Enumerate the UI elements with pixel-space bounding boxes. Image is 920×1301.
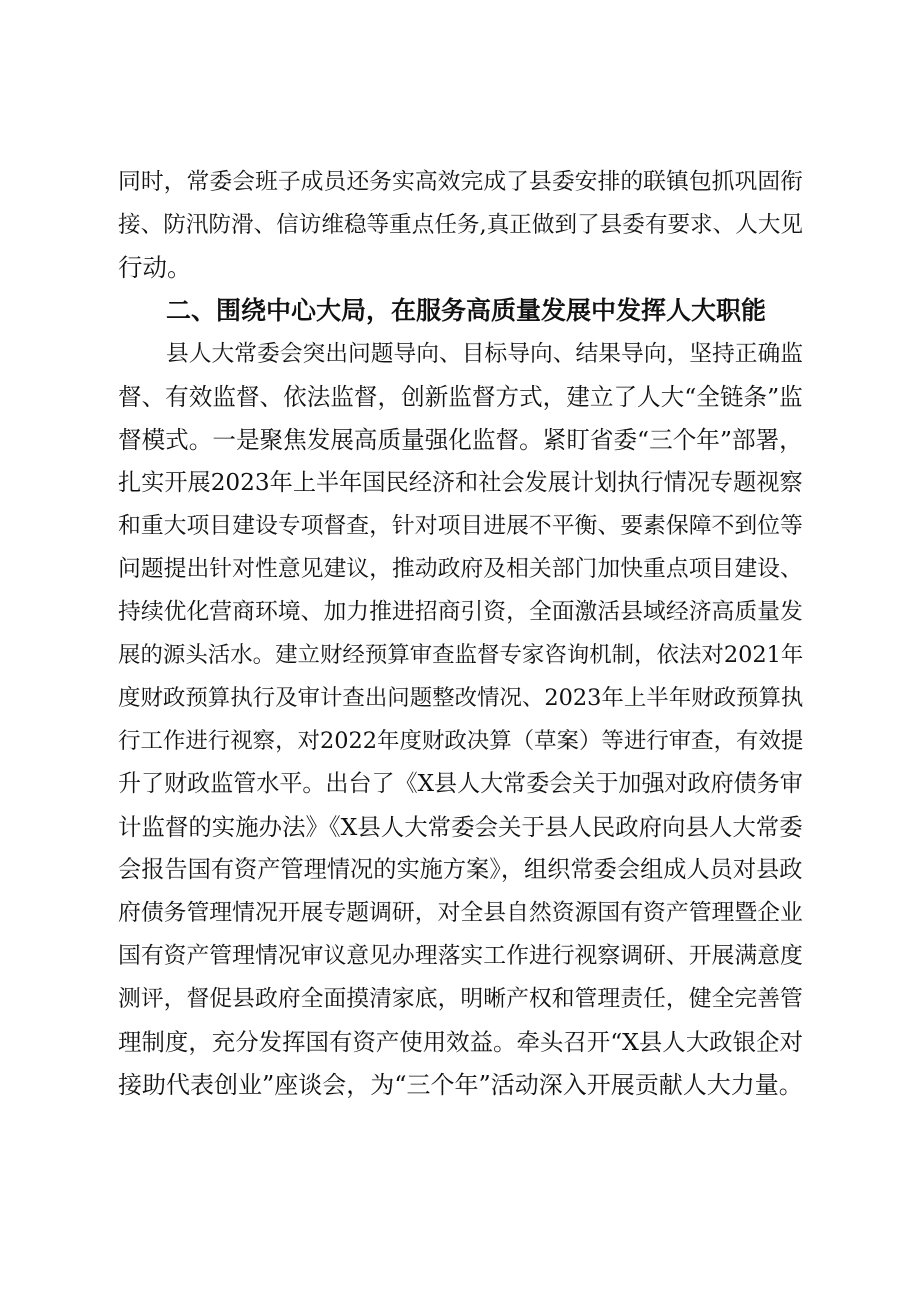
text-line: 理制度，充分发挥国有资产使用效益。牵头召开“X县人大政银企对 [118,1028,803,1056]
text-line: 督、有效监督、依法监督，创新监督方式，建立了人大“全链条”监 [118,383,803,411]
text-line: 接、防汛防滑、信访维稳等重点任务,真正做到了县委有要求、人大见 [118,212,803,238]
text-line: 持续优化营商环境、加力推进招商引资，全面激活县域经济高质量发 [118,599,803,625]
text-line: 国有资产管理情况审议意见办理落实工作进行视察调研、开展满意度 [118,943,803,969]
text-line: 会报告国有资产管理情况的实施方案》，组织常委会组成人员对县政 [118,856,803,883]
text-line: 计监督的实施办法》《X县人大常委会关于县人民政府向县人大常委 [118,813,803,841]
text-line: 测评，督促县政府全面摸清家底，明晰产权和管理责任，健全完善管 [118,986,803,1012]
text-line: 展的源头活水。建立财经预算审查监督专家咨询机制，依法对2021年 [118,642,804,668]
section-heading: 二、围绕中心大局，在服务高质量发展中发挥人大职能 [166,296,767,325]
text-line: 扎实开展2023年上半年国民经济和社会发展计划执行情况专题视察 [118,469,803,496]
text-line: 行工作进行视察，对2022年度财政决算（草案）等进行审查，有效提 [118,728,804,754]
text-line: 升了财政监管水平。出台了《X县人大常委会关于加强对政府债务审 [118,771,803,797]
paragraph-first-line: 县人大常委会突出问题导向、目标导向、结果导向，坚持正确监 [166,341,803,367]
text-line: 度财政预算执行及审计查出问题整改情况、2023年上半年财政预算执 [118,685,804,711]
text-line: 行动。 [118,253,192,282]
text-line: 府债务管理情况开展专题调研，对全县自然资源国有资产管理暨企业 [118,900,803,926]
text-line: 接助代表创业”座谈会，为“三个年”活动深入开展贡献人大力量。 [118,1071,803,1099]
text-line: 和重大项目建设专项督查，针对项目进展不平衡、要素保障不到位等 [118,513,803,539]
text-line: 同时，常委会班子成员还务实高效完成了县委安排的联镇包抓巩固衔 [118,169,803,195]
text-line: 督模式。一是聚焦发展高质量强化监督。紧盯省委“三个年”部署， [118,426,803,454]
text-line: 问题提出针对性意见建议，推动政府及相关部门加快重点项目建设、 [118,556,803,582]
